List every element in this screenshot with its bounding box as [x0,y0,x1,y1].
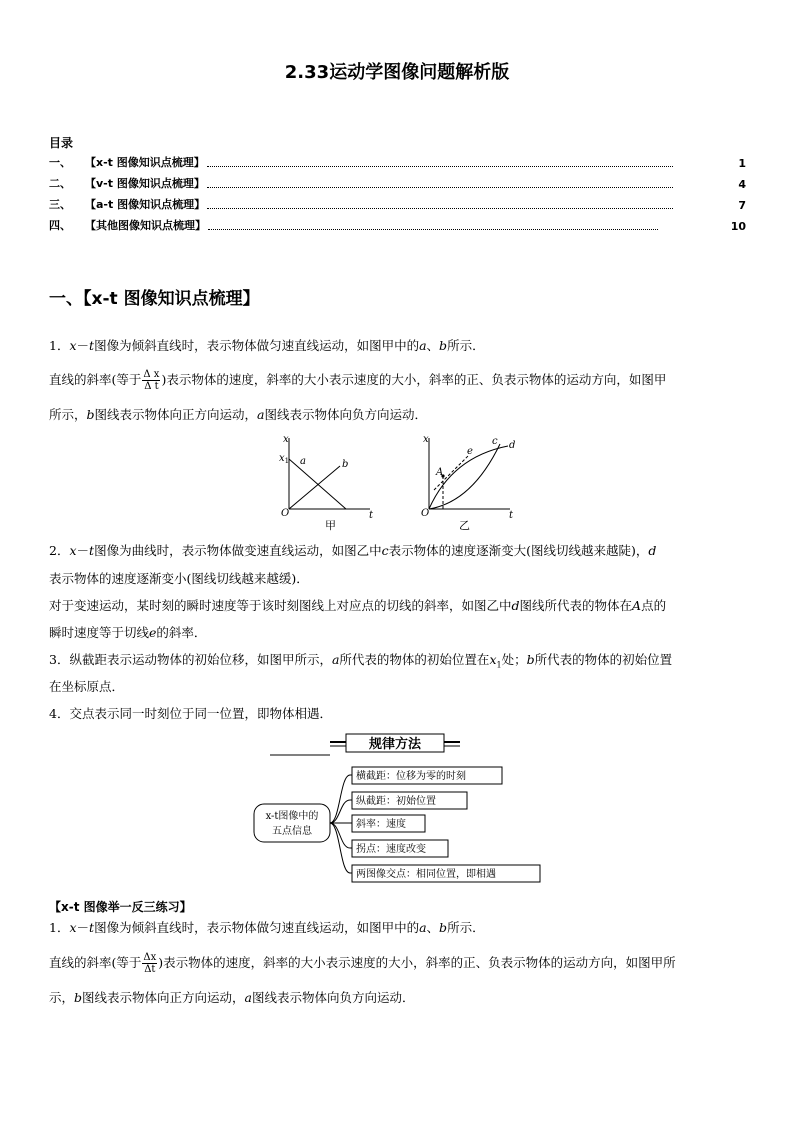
root-label-line2: 五点信息 [272,826,312,837]
toc-label: 【其他图像知识点梳理】 [85,219,206,232]
toc-number: 三、 [49,198,71,211]
origin-label: O [421,508,430,519]
method-mindmap [250,732,550,887]
toc-label: 【v-t 图像知识点梳理】 [85,177,205,190]
paragraph-6: 对于变速运动，某时刻的瞬时速度等于该时刻图线上对应点的切线的斜率，如图乙中d图线所代表的物体在A点的 [49,598,667,613]
label-x1: $x_1$ [279,453,290,465]
toc-number: 一、 [49,156,71,169]
paragraph-7: 瞬时速度等于切线e的斜率． [49,625,207,640]
practice-paragraph-2: 直线的斜率(等于 $\frac{\Delta x}{\Delta t}$ )表示物体的速度，斜率的大小表示速度的大小，斜率的正、负表示物体的运动方向，如图甲所 [49,952,676,975]
axis-label-x: x [283,434,289,445]
connector [330,823,352,848]
practice-heading: 【x-t 图像举一反三练习】 [49,900,192,914]
paragraph-2: 直线的斜率(等于 $\frac{\text{Δ x}}{\text{Δ t}}$ )表示物体的速度，斜率的大小表示速度的大小，斜率的正、负表示物体的运动方向，如图甲 [49,369,667,392]
toc-leader [207,166,673,167]
root-label-line1: x-t图像中的 [265,811,319,822]
slope-fraction: $\frac{\text{Δ x}}{\text{Δ t}}$ [143,369,160,392]
slope-fraction: $\frac{\Delta x}{\Delta t}$ [143,952,157,975]
branch-label: 纵截距：初始位置 [356,796,436,807]
toc-leader [207,187,673,188]
figure-yi [412,430,522,532]
branch-label: 横截距：位移为零的时刻 [356,771,466,782]
section-heading: 一、【x-t 图像知识点梳理】 [49,289,260,309]
paragraph-10: 4．交点表示同一时刻位于同一位置，即物体相遇． [49,706,332,721]
axis-label-x: x [423,434,429,445]
label-c: c [492,436,498,447]
paragraph-9: 在坐标原点． [49,679,125,694]
toc-number: 二、 [49,177,71,190]
header-title: 规律方法 [368,737,422,752]
toc-page-number: 1 [738,157,746,170]
toc-item-4[interactable] [49,215,746,233]
practice-paragraph-3: 示，b图线表示物体向正方向运动，a图线表示物体向负方向运动． [49,990,415,1005]
label-b: b [342,459,349,470]
label-e: e [467,446,473,457]
axis-label-t: t [369,510,374,521]
branch-label: 两图像交点：相同位置，即相遇 [356,869,496,880]
label-A: A [436,467,444,478]
connector [330,800,352,823]
toc-leader [207,208,673,209]
paragraph-8: 3．纵截距表示运动物体的初始位移，如图甲所示，a所代表的物体的初始位置在$x_1$处；b所代表的物体的初始位置 [49,652,673,670]
figure-jia [272,430,382,532]
label-a: a [300,456,306,467]
toc-number: 四、 [49,219,71,232]
label-d: d [509,440,516,451]
practice-paragraph-1: 1．x－t图像为倾斜直线时，表示物体做匀速直线运动，如图甲中的a、b所示． [49,920,485,935]
toc-page-number: 4 [738,178,746,191]
branch-label: 斜率：速度 [356,819,406,830]
paragraph-3: 所示，b图线表示物体向正方向运动，a图线表示物体向负方向运动． [49,407,428,422]
axis-label-t: t [509,510,514,521]
branch-label: 拐点：速度改变 [356,844,426,855]
figure-caption: 乙 [459,519,470,532]
toc-page-number: 7 [738,199,746,212]
paragraph-1: 1．x－t图像为倾斜直线时，表示物体做匀速直线运动，如图甲中的a、b所示． [49,338,485,353]
toc-label: 【a-t 图像知识点梳理】 [85,198,206,211]
toc-item-3[interactable] [49,194,746,212]
toc-leader [208,229,658,230]
paragraph-4: 2．x－t图像为曲线时，表示物体做变速直线运动，如图乙中c表示物体的速度逐渐变大(图线切线越来越陡)，d [49,543,657,558]
toc-heading: 目录 [49,136,74,150]
toc-item-1[interactable] [49,152,746,170]
toc-page-number: 10 [730,220,746,233]
origin-label: O [281,508,290,519]
page-title: 2.33运动学图像问题解析版 [284,62,510,83]
toc-item-2[interactable] [49,173,746,191]
toc-label: 【x-t 图像知识点梳理】 [85,156,205,169]
line-b [289,466,340,509]
connector [330,775,352,823]
figure-caption: 甲 [325,519,336,532]
paragraph-5: 表示物体的速度逐渐变小(图线切线越来越缓)． [49,571,309,586]
